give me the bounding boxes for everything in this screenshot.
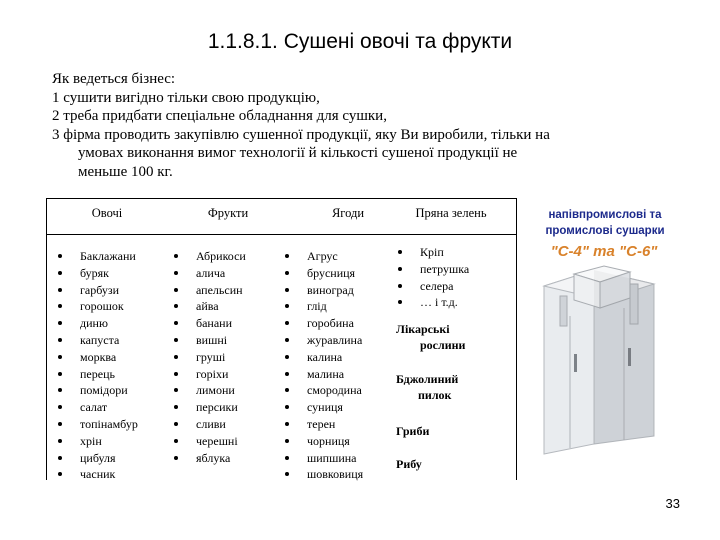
vegetable-item: гарбузи [54,282,138,299]
table-top-border [46,198,516,199]
berry-item: горобина [281,315,363,332]
berry-item: журавлина [281,332,363,349]
intro-line: Як ведеться бізнес: [52,71,176,87]
page-number: 33 [665,496,680,511]
fruit-item: персики [170,399,246,416]
vegetable-item: помідори [54,382,138,399]
products-table [46,198,516,480]
spice-item: петрушка [394,261,469,278]
table-header-border [46,234,516,235]
intro-line: 1 сушити вигідно тільки свою продукцію, [52,89,320,106]
fruit-item: груші [170,349,246,366]
berry-item: чорниця [281,433,363,450]
intro-text [52,70,692,181]
fish: Рибу [396,457,422,471]
fruits-list [170,248,246,466]
slide-title: 1.1.8.1. Сушені овочі та фрукти [207,30,513,53]
vegetable-item: капуста [54,332,138,349]
vegetable-item: Баклажани [54,248,138,265]
table-left-border [46,198,47,480]
fruit-item: апельсин [170,282,246,299]
vegetable-item: морква [54,349,138,366]
vegetable-item: хрін [54,433,138,450]
spice-item: селера [394,278,469,295]
vegetable-item: диню [54,315,138,332]
dryer-illustration [530,204,680,456]
berry-item: глід [281,298,363,315]
vegetable-item: салат [54,399,138,416]
intro-line: умовах виконання вимог технології й кількості сушеної продукції не [78,145,518,161]
dryer-models: "С-4" та "С-6" [550,243,658,260]
spice-item: … і т.д. [394,294,469,311]
berries-list [281,248,363,483]
pollen-line: Бджолиний [396,372,459,386]
vegetables-list [54,248,138,483]
spice-item: Кріп [394,244,469,261]
fruit-item: айва [170,298,246,315]
dryer-caption-line: промислові сушарки [545,225,665,237]
berry-item: малина [281,366,363,383]
fruit-item: Абрикоси [170,248,246,265]
fruit-item: яблука [170,450,246,467]
berry-item: калина [281,349,363,366]
berry-item: шовковиця [281,466,363,483]
intro-line: меньше 100 кг. [78,163,173,180]
header-berries: Ягоди [331,206,365,220]
vegetable-item: топінамбур [54,416,138,433]
fruit-item: горіхи [170,366,246,383]
fruit-item: сливи [170,416,246,433]
table-right-border [516,198,517,480]
fruit-item: банани [170,315,246,332]
berry-item: шипшина [281,450,363,467]
medicinal-line: рослини [420,338,466,352]
vegetable-item: горошок [54,298,138,315]
fruit-item: лимони [170,382,246,399]
fruit-item: черешні [170,433,246,450]
berry-item: брусниця [281,265,363,282]
berry-item: суниця [281,399,363,416]
intro-line: 3 фірма проводить закупівлю сушенної продукції, яку Ви виробили, тільки на [52,126,550,143]
header-vegetables: Овочі [91,206,123,220]
pollen-line: пилок [418,388,452,402]
vegetable-item: часник [54,466,138,483]
dryer-caption-line: напівпромислові та [548,209,662,221]
berry-item: терен [281,416,363,433]
fruit-item: вишні [170,332,246,349]
vegetable-item: перець [54,366,138,383]
medicinal-plants [396,321,506,353]
header-fruits: Фрукти [207,206,249,220]
medicinal-line: Лікарські [396,322,450,336]
berry-item: смородина [281,382,363,399]
vegetable-item: буряк [54,265,138,282]
spices-list [394,244,469,311]
mushrooms: Гриби [396,424,430,438]
vegetable-item: цибуля [54,450,138,467]
header-spices: Пряна зелень [415,206,487,220]
bee-pollen [396,371,506,403]
intro-line: 2 треба придбати спеціальне обладнання для сушки, [52,108,387,124]
berry-item: Агрус [281,248,363,265]
berry-item: виноград [281,282,363,299]
dryer-image [530,204,680,456]
fruit-item: алича [170,265,246,282]
